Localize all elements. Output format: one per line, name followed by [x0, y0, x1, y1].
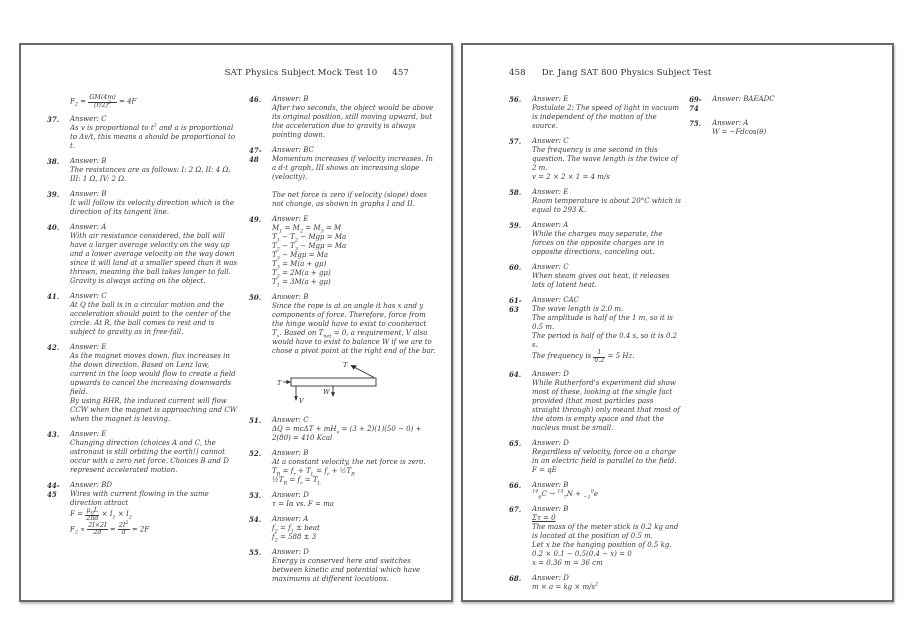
question-number: 66. — [509, 481, 522, 491]
question-number: 53. — [249, 491, 262, 500]
explanation-line: After two seconds, the object would be above its original position, still moving upward, but the acceleration due to gravity is always pointing down. — [272, 104, 434, 139]
answer-body — [532, 221, 681, 257]
question-number: 55. — [249, 548, 262, 557]
answer-body — [272, 293, 437, 410]
answer-line: Answer: C — [532, 137, 569, 145]
formula-line: W = −Fdcos(θ) — [712, 128, 767, 136]
answer-body — [532, 370, 681, 433]
answer-body — [70, 190, 237, 217]
answer-body — [532, 95, 681, 131]
formula-line: $M_1 = M_2 = M_3 = M$ — [272, 224, 342, 235]
answer-item-43 — [47, 430, 237, 475]
answer-item-53 — [249, 491, 437, 509]
answer-body — [712, 119, 886, 137]
explanation-line: While the charges may separate, the forces on the opposite charges are in opposite directions, canceling out. — [532, 230, 665, 256]
formula-line: $T_3 = M(a + g\mu)$ — [272, 260, 327, 271]
answer-body — [532, 505, 681, 568]
question-number: 47- 48 — [249, 146, 262, 164]
answers-columns — [21, 95, 451, 590]
explanation-line: The frequency is $\frac{1}{0.2}$ = 5 Hz. — [532, 349, 635, 364]
answer-body — [70, 157, 237, 184]
explanation-line: By using RHR, the induced current will flow CCW when the magnet is approaching and CW when the magnet is leaving. — [70, 397, 237, 424]
explanation-line: It will follow its velocity direction which is the direction of its tangent line. — [70, 199, 235, 217]
explanation-line: With air resistance considered, the ball will have a larger average velocity on the way up and a lower average velocity on the way down since it will land at a smaller speed than it was thrown, meaning the ball takes longer to fall. Gravity is always acting on the object. — [70, 232, 237, 286]
answer-item-56 — [509, 95, 681, 131]
answer-item-66 — [509, 481, 681, 499]
explanation-line: At Q the ball is in a circular motion and the acceleration should point to the center of the circle. At R, the ball comes to rest and is subject to gravity as in free-fall. — [70, 301, 231, 337]
formula-line: v = 2 × 2 × 1 = 4 m/s — [532, 173, 610, 181]
explanation-line: Regardless of velocity, force on a charge in an electric field is parallel to the field. — [532, 448, 677, 466]
answer-item-59 — [509, 221, 681, 257]
answer-body — [272, 215, 437, 287]
page-number: 458 — [509, 68, 526, 78]
question-number: 75. — [689, 119, 702, 128]
explanation-line: Momentum increases if velocity increases. In a d-t graph, III shows an increasing slope (velocity). — [272, 155, 433, 181]
formula-line: m × a = kg × $m/s^2$ — [532, 581, 599, 592]
formula-line: $\Delta Q = mc\Delta T + mH_v = (3 + 2)(1)(50 - 0) + 2(80) = 410$ Kcal — [272, 425, 422, 442]
answer-body — [70, 95, 237, 109]
answer-item-38 — [47, 157, 237, 184]
answers-column-left — [509, 95, 689, 598]
page-header-right — [463, 68, 892, 78]
answer-item-54 — [249, 515, 437, 542]
explanation-line: At a constant velocity, the net force is zero. — [272, 458, 426, 466]
svg-text:T: T — [277, 379, 282, 387]
formula-line: $T_R = f_r + T_L = f_r$ + $\frac{1}{2}T_R$ — [272, 467, 355, 478]
answer-line: Answer: D — [272, 548, 309, 556]
answer-body — [532, 263, 681, 290]
explanation-line: While Rutherford's experiment did show most of these, looking at the single fact provided (that most particles pass straight through) only meant that most of the atom is empty space and that the nucleus must be small. — [532, 379, 680, 433]
question-number: 64. — [509, 370, 522, 380]
explanation-line: When steam gives out heat, it releases lots of latent heat. — [532, 272, 670, 289]
question-number: 50. — [249, 293, 262, 302]
question-number: 38. — [47, 157, 60, 167]
explanation-line: Room temperature is about 20°C which is equal to 293 K. — [532, 197, 682, 214]
answer-line: Answer: BC — [272, 146, 314, 154]
question-number: 46. — [249, 95, 262, 104]
question-number: 56. — [509, 95, 522, 104]
answer-body — [532, 137, 681, 182]
answer-line: Answer: E — [532, 188, 569, 196]
answer-line: Answer: D — [532, 574, 569, 583]
answer-item-44 — [47, 481, 237, 537]
explanation-line: Changing direction (choices A and C, the astronaut is still orbiting the earth!) cannot occur with a zero net force. Choices B and D represent accelerated motion. — [70, 439, 229, 475]
answer-line: Answer: B — [70, 190, 107, 199]
formula-line: F = $\frac{\mu_0L}{2\pi d}$ × $I_1 \times I_2$ — [70, 507, 132, 522]
answers-column-right — [689, 95, 892, 598]
question-number: 69- 74 — [689, 95, 702, 113]
formula-line: F = qE — [532, 466, 557, 475]
answer-item-64 — [509, 370, 681, 433]
formula-line: $T_1 = 3M(a + g\mu)$ — [272, 278, 331, 289]
answer-item-50 — [249, 293, 437, 410]
answers-columns — [463, 95, 892, 598]
answer-line: Answer: E — [70, 430, 107, 439]
formula-line: $T_2 - T_3 - Mg\mu = Ma$ — [272, 242, 347, 253]
question-number: 61- 63 — [509, 296, 522, 314]
question-number: 59. — [509, 221, 522, 230]
answers-column-right — [249, 95, 451, 590]
answer-line: Answer: D — [272, 491, 309, 499]
formula-line: $^{14}_6$C → $^{14}_7$N + $_{-1}^0$e — [532, 488, 598, 501]
answer-body — [70, 343, 237, 424]
answer-body — [70, 481, 237, 537]
formula-line: $T_3 - Mg\mu = Ma$ — [272, 251, 329, 262]
answer-line: Answer: BD — [70, 481, 112, 490]
answer-line: Answer: CAC — [532, 296, 579, 304]
formula-line: τ = Iα vs. F = ma — [272, 500, 334, 508]
question-number: 65. — [509, 439, 522, 449]
explanation-line: The net force is zero if velocity (slope) does not change, as shown in graphs I and II. — [272, 191, 427, 208]
formula-line: $F_2$ = $\frac{GM(4m)}{(r/2)^2}$ = 4F — [70, 94, 137, 109]
question-number: 67. — [509, 505, 522, 515]
formula-line: $f_2 = f_1$ ± beat — [272, 524, 320, 535]
answer-item-41 — [47, 292, 237, 337]
formula-line: 0.2 × 0.1 − 0.5(0.4 − x) = 0 — [532, 550, 632, 559]
hinged-bar-force-diagram — [276, 359, 437, 409]
answer-line: Answer: C — [70, 115, 107, 124]
explanation-line: Wires with current flowing in the same direction attract — [70, 490, 209, 508]
answer-body — [272, 548, 437, 584]
answer-line: Answer: B — [272, 95, 309, 103]
formula-line: $F_2$ ∝ $\frac{2I\times 2I}{2d}$ = $\frac{2I^2}{d}$ = 2F — [70, 519, 150, 537]
question-number: 60. — [509, 263, 522, 272]
formula-line: $f_2 = 588 \pm 3$ — [272, 533, 317, 544]
question-number — [47, 95, 70, 109]
answer-line: Answer: D — [532, 370, 569, 379]
answer-line: Answer: C — [272, 416, 309, 424]
question-number: 57. — [509, 137, 522, 146]
answer-item-69 — [689, 95, 886, 113]
explanation-line: The period is half of the 0.4 s, so it is 0.2 s. — [532, 332, 678, 349]
question-number: 54. — [249, 515, 262, 524]
explanation-line: Energy is conserved here and switches between kinetic and potential which have maximums at different locations. — [272, 557, 421, 583]
answers-column-left — [47, 95, 249, 590]
answer-item-51 — [249, 416, 437, 443]
answer-line: Answer: D — [532, 439, 569, 448]
answer-line: Answer: B — [532, 505, 569, 514]
explanation-line: Since the rope is at an angle it has x and y components of force. Therefore, force from the hinge would have to exist to counteract $T_x$. Based on $T_{net} = 0$, a requirement, V also would have to exist to balance W if we are to chose a pivot point at the right end of the bar. — [272, 302, 436, 355]
svg-text:T: T — [343, 361, 348, 369]
explanation-line: As v is proportional to $t^2$ and a is proportional to Δv/t, this means a should be proportional to t. — [70, 122, 236, 151]
answer-body — [272, 146, 437, 209]
answer-item-57 — [509, 137, 681, 182]
answer-item-58 — [509, 188, 681, 215]
answer-line: Answer: E — [272, 215, 309, 223]
answer-item-46 — [249, 95, 437, 140]
answer-body — [272, 95, 437, 140]
answer-line: Answer: B — [70, 157, 107, 166]
answer-line: Answer: C — [532, 263, 569, 271]
answer-body — [272, 491, 437, 509]
answer-line: Answer: BAEADC — [712, 95, 775, 103]
running-title: SAT Physics Subject Mock Test 10 — [224, 68, 378, 78]
answer-line: Answer: B — [272, 449, 309, 457]
formula-line: $T_1 - T_2 - Mg\mu = Ma$ — [272, 233, 347, 244]
answer-body — [70, 223, 237, 286]
answer-body — [712, 95, 886, 113]
answer-item-37 — [47, 115, 237, 151]
question-number: 42. — [47, 343, 60, 353]
question-number: 39. — [47, 190, 60, 200]
answer-item-75 — [689, 119, 886, 137]
answer-item-65 — [509, 439, 681, 475]
answer-line: Answer: B — [272, 293, 309, 301]
answer-body — [272, 449, 437, 485]
answer-body — [272, 515, 437, 542]
question-number: 37. — [47, 115, 60, 125]
question-number: 41. — [47, 292, 60, 302]
formula-line: Στ = 0 — [532, 514, 556, 523]
question-number: 68. — [509, 574, 522, 584]
answer-item-61 — [509, 296, 681, 364]
explanation-line: Let x be the hanging position of 0.5 kg. — [532, 541, 672, 550]
answer-body — [272, 416, 437, 443]
question-number: 40. — [47, 223, 60, 233]
answer-body — [532, 188, 681, 215]
explanation-line: The mass of the meter stick is 0.2 kg and is located at the position of 0.5 m. — [532, 523, 679, 541]
explanation-line: The resistances are as follows: I: 2 Ω, II: 4 Ω, III: 1 Ω, IV: 2 Ω. — [70, 166, 231, 184]
question-number: 52. — [249, 449, 262, 458]
answer-item-49 — [249, 215, 437, 287]
formula-line: $\frac{1}{2}T_R = f_r = T_L$ — [272, 476, 321, 487]
answer-item-40 — [47, 223, 237, 286]
question-number: 44- 45 — [47, 481, 60, 500]
question-number: 49. — [249, 215, 262, 224]
answer-item-42 — [47, 343, 237, 424]
answer-body — [532, 296, 681, 364]
answer-item-intro — [47, 95, 237, 109]
page-number: 457 — [392, 68, 409, 78]
page-457 — [19, 43, 453, 602]
svg-text:W: W — [323, 388, 330, 396]
explanation-line: Postulate 2: The speed of light in vacuum is independent of the motion of the source. — [532, 104, 680, 130]
explanation-line: As the magnet moves down, flux increases in the down direction. Based on Lenz law, current in the loop would flow to create a field upwards to cancel the increasing downwards field. — [70, 352, 236, 397]
answer-body — [532, 574, 681, 592]
question-number: 43. — [47, 430, 60, 440]
answer-body — [70, 430, 237, 475]
formula-line: x = 0.36 m = 36 cm — [532, 559, 603, 568]
answer-item-67 — [509, 505, 681, 568]
svg-text:V: V — [299, 397, 304, 405]
question-number: 51. — [249, 416, 262, 425]
running-title: Dr. Jang SAT 800 Physics Subject Test — [541, 68, 712, 78]
explanation-line: The wave length is 2.0 m. — [532, 305, 624, 313]
answer-item-68 — [509, 574, 681, 592]
answer-body — [70, 292, 237, 337]
answer-item-39 — [47, 190, 237, 217]
answer-item-55 — [249, 548, 437, 584]
answer-body — [532, 439, 681, 475]
answer-item-47 — [249, 146, 437, 209]
answer-body — [532, 481, 681, 499]
answer-line: Answer: C — [70, 292, 107, 301]
answer-line: Answer: B — [532, 481, 569, 490]
question-number: 58. — [509, 188, 522, 197]
answer-item-52 — [249, 449, 437, 485]
answer-line: Answer: A — [272, 515, 309, 523]
answer-line: Answer: E — [532, 95, 569, 103]
answer-line: Answer: A — [532, 221, 569, 229]
page-header-left — [21, 68, 451, 78]
page-458 — [461, 43, 894, 602]
explanation-line: The frequency is one second in this question. The wave length is the twice of 2 m. — [532, 146, 678, 172]
answer-line: Answer: A — [712, 119, 749, 127]
answer-line: Answer: A — [70, 223, 107, 232]
answer-item-60 — [509, 263, 681, 290]
answer-line: Answer: E — [70, 343, 107, 352]
explanation-line: The amplitude is half of the 1 m, so it is 0.5 m. — [532, 314, 673, 331]
answer-body — [70, 115, 237, 151]
formula-line: $T_2 = 2M(a + g\mu)$ — [272, 269, 331, 280]
